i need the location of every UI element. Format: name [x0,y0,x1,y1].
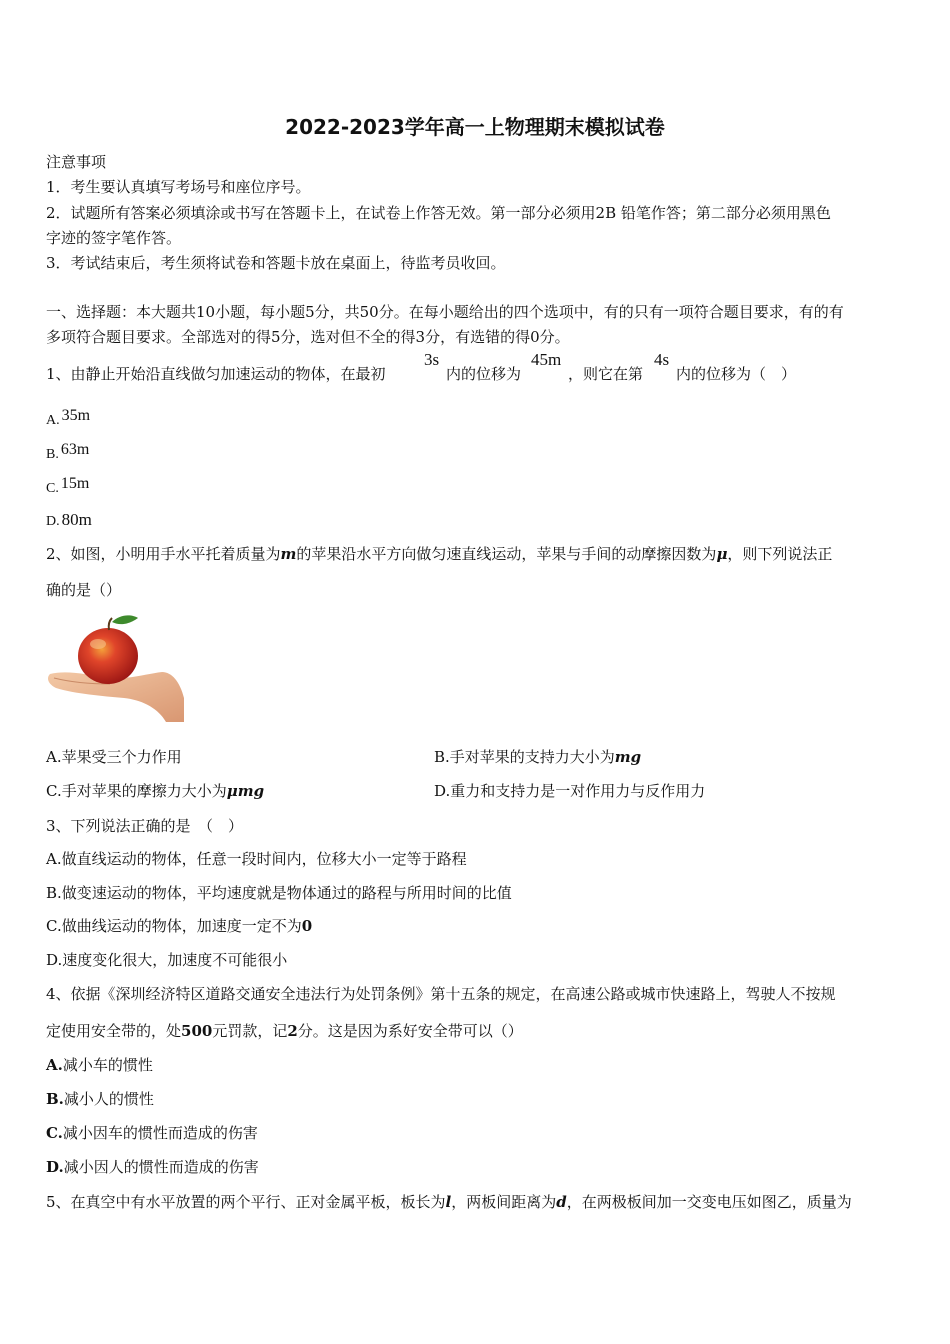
q4-option-a-text: 减小车的惯性 [62,1056,153,1074]
q1-option-b-value: 63m [60,441,90,458]
q2-stem-1b: 的苹果沿水平方向做匀速直线运动，苹果与手间的动摩擦因数为 [296,545,717,563]
q1-stem-part-1: 1、由静止开始沿直线做匀加速运动的物体，在最初 [46,365,386,383]
apple-on-hand-image [46,612,186,722]
q4-option-c-text: 减小因车的惯性而造成的伤害 [62,1124,258,1142]
q3-option-c [46,916,312,936]
q4-points: 2 [287,1022,298,1040]
q4-option-c [46,1123,258,1143]
section1-line-1: 一、选择题：本大题共10小题，每小题5分，共50分。在每小题给出的四个选项中，有的只有一项符合题目要求，有的有 [46,303,844,321]
notice-line-4: 3．考试结束后，考生须将试卷和答题卡放在桌面上，待监考员收回。 [46,254,506,272]
q4-option-c-label: C. [46,1124,63,1142]
notice-heading: 注意事项 [46,153,107,171]
q1-option-c-label: C. [46,481,59,496]
q5-stem-line-1 [46,1192,852,1212]
q1-value-displacement: 45m [531,350,562,369]
q1-option-b [46,443,89,465]
q4-option-b-label: B. [46,1090,64,1108]
q1-option-d [46,510,92,532]
q4-option-b [46,1089,154,1109]
q4-stem-2b: 元罚款，记 [212,1022,288,1040]
notice-line-1: 1．考生要认真填写考场号和座位序号。 [46,178,311,196]
q4-option-b-text: 减小人的惯性 [63,1090,154,1108]
q2-stem-1a: 2、如图，小明用手水平托着质量为 [46,545,281,563]
q4-stem-2a: 定使用安全带的，处 [46,1022,182,1040]
q1-option-a-label: A. [46,413,60,428]
q1-option-a-value: 35m [61,407,91,424]
q5-var-l: l [445,1193,452,1211]
q4-option-a-label: A. [46,1056,63,1074]
q1-option-a [46,409,90,431]
q3-option-d: D.速度变化很大，加速度不可能很小 [46,951,288,969]
q4-option-d-text: 减小因人的惯性而造成的伤害 [63,1158,259,1176]
q2-stem-line-1 [46,544,832,564]
q1-option-c-value: 15m [60,475,90,492]
q1-option-b-label: B. [46,447,59,462]
q1-option-d-label: D. [46,514,60,529]
q5-stem-c: ，在两极板间加一交变电压如图乙，质量为 [566,1193,852,1211]
exam-title: 2022-2023学年高一上物理期末模拟试卷 [285,115,665,139]
q3-stem: 3、下列说法正确的是 （ ） [46,817,244,835]
q1-option-c [46,477,89,499]
section1-line-2: 多项符合题目要求。全部选对的得5分，选对但不全的得3分，有选错的得0分。 [46,328,570,346]
q1-stem-part-2: 内的位移为 [446,365,522,383]
q4-stem-2c: 分。这是因为系好安全带可以（） [297,1022,523,1040]
q5-var-d: d [556,1193,567,1211]
q5-stem-a: 5、在真空中有水平放置的两个平行、正对金属平板，板长为 [46,1193,446,1211]
q2-var-mu: μ [716,545,728,563]
q1-stem-part-4: 内的位移为（ ） [676,365,797,383]
q2-var-m: m [280,545,297,563]
q3-option-b: B.做变速运动的物体，平均速度就是物体通过的路程与所用时间的比值 [46,884,512,902]
q3-option-a: A.做直线运动的物体，任意一段时间内，位移大小一定等于路程 [46,850,467,868]
q5-stem-b: ，两板间距离为 [451,1193,557,1211]
q1-value-second: 4s [654,350,670,369]
q2-option-c-var: μmg [226,782,265,800]
q4-option-d [46,1157,259,1177]
q2-option-b [434,747,641,767]
q2-option-b-var: mg [614,748,642,766]
notice-line-2: 2．试题所有答案必须填涂或书写在答题卡上，在试卷上作答无效。第一部分必须用2B 铅笔作答；第二部分必须用黑色 [46,204,831,222]
q2-stem-1c: ，则下列说法正 [727,545,833,563]
q4-stem-line-2 [46,1021,523,1041]
q3-option-c-zero: 0 [301,917,313,935]
notice-line-3: 字迹的签字笔作答。 [46,229,182,247]
q4-fine-amount: 500 [181,1022,213,1040]
q2-option-d: D.重力和支持力是一对作用力与反作用力 [434,782,706,800]
q4-option-a [46,1055,153,1075]
q4-stem-line-1: 4、依据《深圳经济特区道路交通安全违法行为处罚条例》第十五条的规定，在高速公路或城市快速路上，驾驶人不按规 [46,985,836,1003]
q1-stem-part-3: ，则它在第 [568,365,644,383]
q2-option-b-text: B.手对苹果的支持力大小为 [434,748,615,766]
q1-value-time: 3s [424,350,440,369]
q2-stem-line-2: 确的是（） [46,581,122,599]
q2-option-c-text: C.手对苹果的摩擦力大小为 [46,782,227,800]
q3-option-c-text: C.做曲线运动的物体，加速度一定不为 [46,917,302,935]
q4-option-d-label: D. [46,1158,64,1176]
q2-option-c [46,781,264,801]
q1-option-d-value: 80m [61,510,92,529]
q2-option-a: A.苹果受三个力作用 [46,748,182,766]
